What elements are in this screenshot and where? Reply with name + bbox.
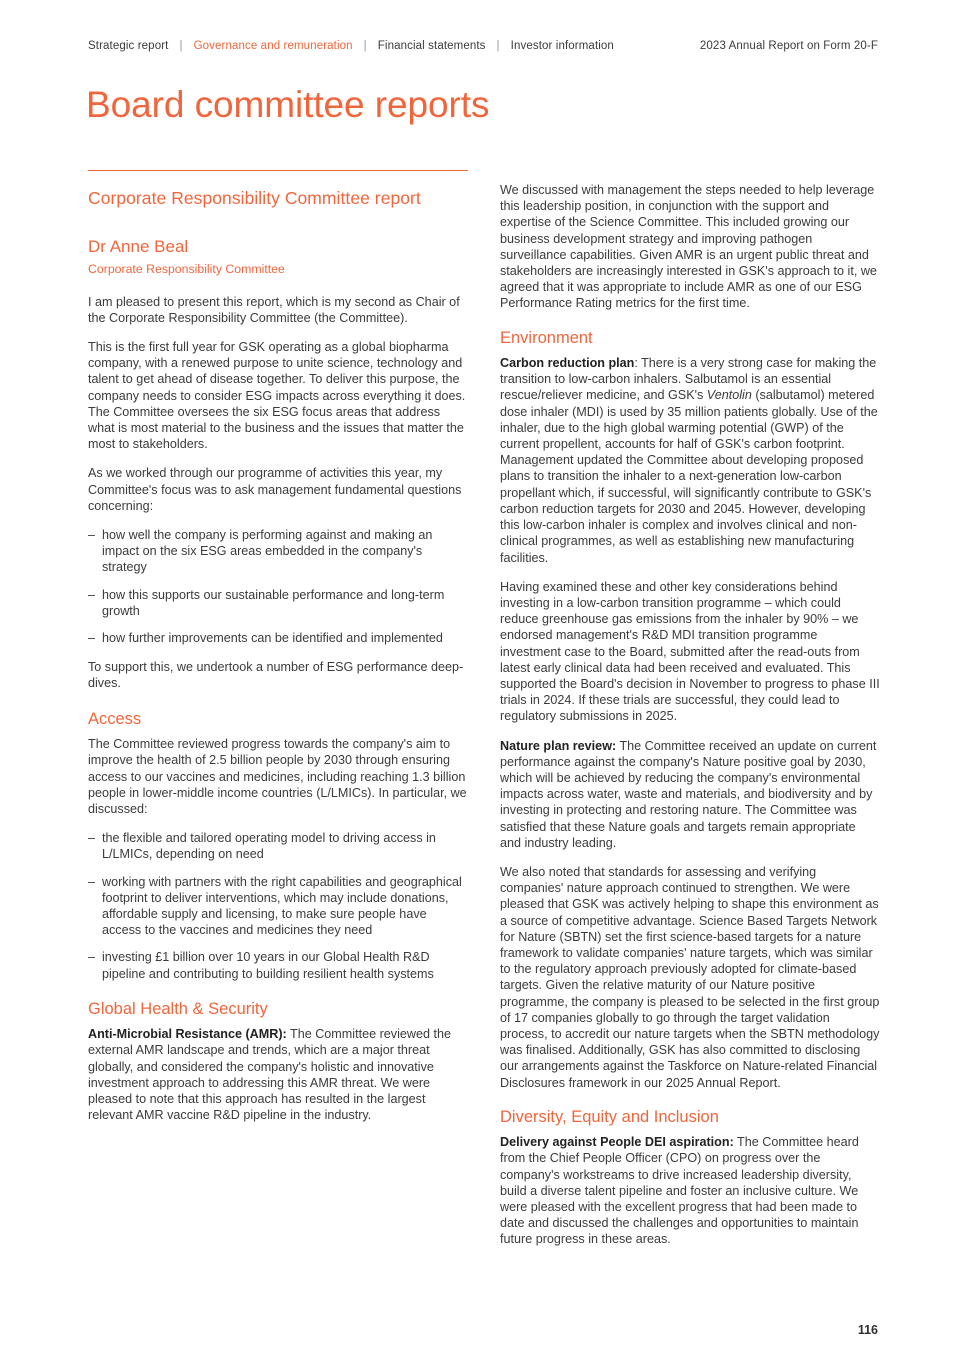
- list-item-text: working with partners with the right capabilities and geographical footprint to deliver interventions, which may include donations, affordable supply and licensing, to make sure people have access to the vaccines and medicines they need: [102, 874, 462, 938]
- document-reference: 2023 Annual Report on Form 20-F: [699, 40, 878, 52]
- paragraph-nature-standards: We also noted that standards for assessing and verifying companies' nature approach continued to strengthen. We were pleased that GSK was actively helping to shape this environment as a source of competitive advantage. Science Based Targets Network for Nature (SBTN) set the first science-based targets for a nature framework to validate companies' nature targets, which was similar to the regulatory approach previously adopted for climate-based targets. Given the relative maturity of our Nature positive programme, the company is pleased to be selected in the first group of 17 companies globally to go through the target validation process, to accredit our nature targets when the SBTN methodology was finalised. Additionally, GSK has also committed to disclosing our arrangements against the Taskforce on Nature-related Financial Disclosures framework in our 2025 Annual Report.: [500, 864, 880, 1090]
- paragraph-lead-in-nature: Nature plan review:: [500, 738, 617, 753]
- paragraph-carbon-reduction-plan: [500, 355, 880, 566]
- paragraph-programme-activities: As we worked through our programme of activities this year, my Committee's focus was to ask management fundamental questions concerning:: [88, 466, 462, 513]
- dash-marker: –: [88, 587, 96, 602]
- nav-item-financial-statements[interactable]: Financial statements: [377, 40, 486, 52]
- list-item-text: the flexible and tailored operating model to driving access in L/LMICs, depending on need: [102, 831, 436, 862]
- list-item: [88, 830, 468, 862]
- nav-separator: |: [363, 40, 367, 52]
- paragraph-lead-in-dei: Delivery against People DEI aspiration:: [500, 1135, 734, 1150]
- subheading-diversity-equity-inclusion: Diversity, Equity and Inclusion: [500, 1107, 719, 1126]
- two-column-layout: [88, 170, 880, 1248]
- access-list: [88, 830, 468, 982]
- dash-marker: –: [88, 631, 96, 646]
- dash-marker: –: [88, 950, 96, 965]
- section-title-corporate-responsibility: Corporate Responsibility Committee report: [88, 188, 421, 208]
- heading-rule: [88, 170, 468, 171]
- dash-marker: –: [88, 874, 96, 889]
- list-item: [88, 874, 468, 939]
- paragraph-lead-in-carbon: Carbon reduction plan: [500, 356, 635, 371]
- committee-chair-name: Dr Anne Beal: [88, 236, 189, 256]
- list-item-text: investing £1 billion over 10 years in our Global Health R&D pipeline and contributing to building resilient health systems: [102, 950, 434, 981]
- paragraph-access-intro: The Committee reviewed progress towards the company's aim to improve the health of 2.5 billion people by 2030 through ensuring access to our vaccines and medicines, including reaching 1.3 billion people in lower-middle income countries (L/LMICs). In particular, we discussed:: [88, 737, 467, 816]
- header-nav: [88, 40, 700, 52]
- paragraph-first-full-year: This is the first full year for GSK operating as a global biopharma company, with a renewed purpose to unite science, technology and talent to get ahead of disease together. To deliver this purpose, the company needs to consider ESG impacts across everything it does. The Committee oversees the six ESG focus areas that address what is most material to the business and the issues that matter the most to stakeholders.: [88, 340, 466, 452]
- paragraph-nature-plan-review: [500, 738, 880, 851]
- dash-marker: –: [88, 528, 96, 543]
- nav-item-investor-information[interactable]: Investor information: [510, 40, 614, 52]
- page-title: Board committee reports: [86, 84, 490, 125]
- nav-separator: |: [496, 40, 500, 52]
- paragraph-dei-delivery: [500, 1134, 880, 1247]
- committee-chair-role: Corporate Responsibility Committee: [88, 262, 285, 276]
- right-column: [500, 170, 880, 1248]
- product-name-ventolin: Ventolin: [706, 388, 752, 403]
- paragraph-lead-in-amr: Anti-Microbial Resistance (AMR):: [88, 1027, 287, 1042]
- dash-marker: –: [88, 831, 96, 846]
- page-number: 116: [857, 1323, 878, 1337]
- list-item-text: how further improvements can be identified and implemented: [102, 631, 443, 646]
- paragraph-amr: [88, 1026, 468, 1123]
- paragraph-amr-continued: We discussed with management the steps needed to help leverage this leadership position, in conjunction with the support and expertise of the Science Committee. This included growing our business development strategy and improving pathogen surveillance capabilities. Given AMR is an urgent public threat and stakeholders are increasingly interested in GSK's approach to it, we agreed that it was appropriate to include AMR as one of our ESG Performance Rating metrics for the first time.: [500, 183, 877, 311]
- nav-separator: |: [179, 40, 183, 52]
- paragraph-body-amr: The Committee reviewed the external AMR landscape and trends, which are a major threat globally, and considered the company's holistic and innovative investment approach to addressing this AMR threat. We were pleased to note that this approach has resulted in the largest relevant AMR vaccine R&D pipeline in the industry.: [88, 1027, 451, 1123]
- paragraph-body-dei: The Committee heard from the Chief People Officer (CPO) on progress over the company's workstreams to drive increased leadership diversity, build a diverse talent pipeline and foster an inclusive culture. We were pleased with the excellent progress that had been made to date and discussed the challenges and opportunities to maintain future progress in these areas.: [500, 1135, 859, 1247]
- list-item-text: how well the company is performing against and making an impact on the six ESG areas embedded in the company's strategy: [102, 528, 433, 575]
- subheading-global-health-security: Global Health & Security: [88, 999, 268, 1018]
- list-item: [88, 630, 468, 646]
- list-item: [88, 587, 468, 619]
- list-item: [88, 949, 468, 981]
- nav-item-governance-and-remuneration[interactable]: Governance and remuneration: [193, 40, 353, 52]
- running-header: [88, 40, 878, 52]
- paragraph-carbon-part1: : There is a very strong case for making the transition to low-carbon inhalers. Salbutamol is an essential rescue/reliever medicine, and GSK's: [500, 356, 877, 403]
- nav-item-strategic-report[interactable]: Strategic report: [88, 40, 169, 52]
- paragraph-deep-dives: To support this, we undertook a number of ESG performance deep-dives.: [88, 660, 464, 691]
- paragraph-body-nature: The Committee received an update on current performance against the company's Nature positive goal by 2030, which will be achieved by reducing the company's environmental impacts across water, waste and materials, and biodiversity and by investing in protecting and restoring nature. The Committee was satisfied that these Nature goals and targets remain appropriate and industry leading.: [500, 738, 877, 850]
- paragraph-low-carbon-transition: Having examined these and other key considerations behind investing in a low-carbon transition programme – which could reduce greenhouse gas emissions from the inhaler by 90% – we endorsed management's R&D MDI transition programme investment case to the Board, submitted after the read-outs from latest early clinical data had been received and evaluated. This supported the Board's decision in November to progress to phase III trials in 2024. If these trials are successful, they could lead to regulatory submissions in 2025.: [500, 579, 880, 724]
- questions-list: [88, 527, 468, 646]
- subheading-access: Access: [88, 709, 142, 728]
- paragraph-intro: I am pleased to present this report, which is my second as Chair of the Corporate Responsibility Committee (the Committee).: [88, 294, 460, 325]
- subheading-environment: Environment: [500, 328, 593, 347]
- left-column: [88, 170, 468, 1248]
- paragraph-carbon-part2: (salbutamol) metered dose inhaler (MDI) is used by 35 million patients globally. Use of the inhaler, due to the high global warming potential (GWP) of the current propellent, accounts for half of GSK's carbon footprint. Management updated the Committee about developing proposed plans to transition the inhaler to a next-generation low-carbon propellant which, if successful, will significantly contribute to GSK's carbon reduction targets for 2030 and 2045. However, developing this low-carbon inhaler is complex and involves clinical and non-clinical programmes, as well as establishing new manufacturing facilities.: [500, 388, 878, 565]
- list-item-text: how this supports our sustainable performance and long-term growth: [102, 587, 445, 618]
- list-item: [88, 527, 468, 576]
